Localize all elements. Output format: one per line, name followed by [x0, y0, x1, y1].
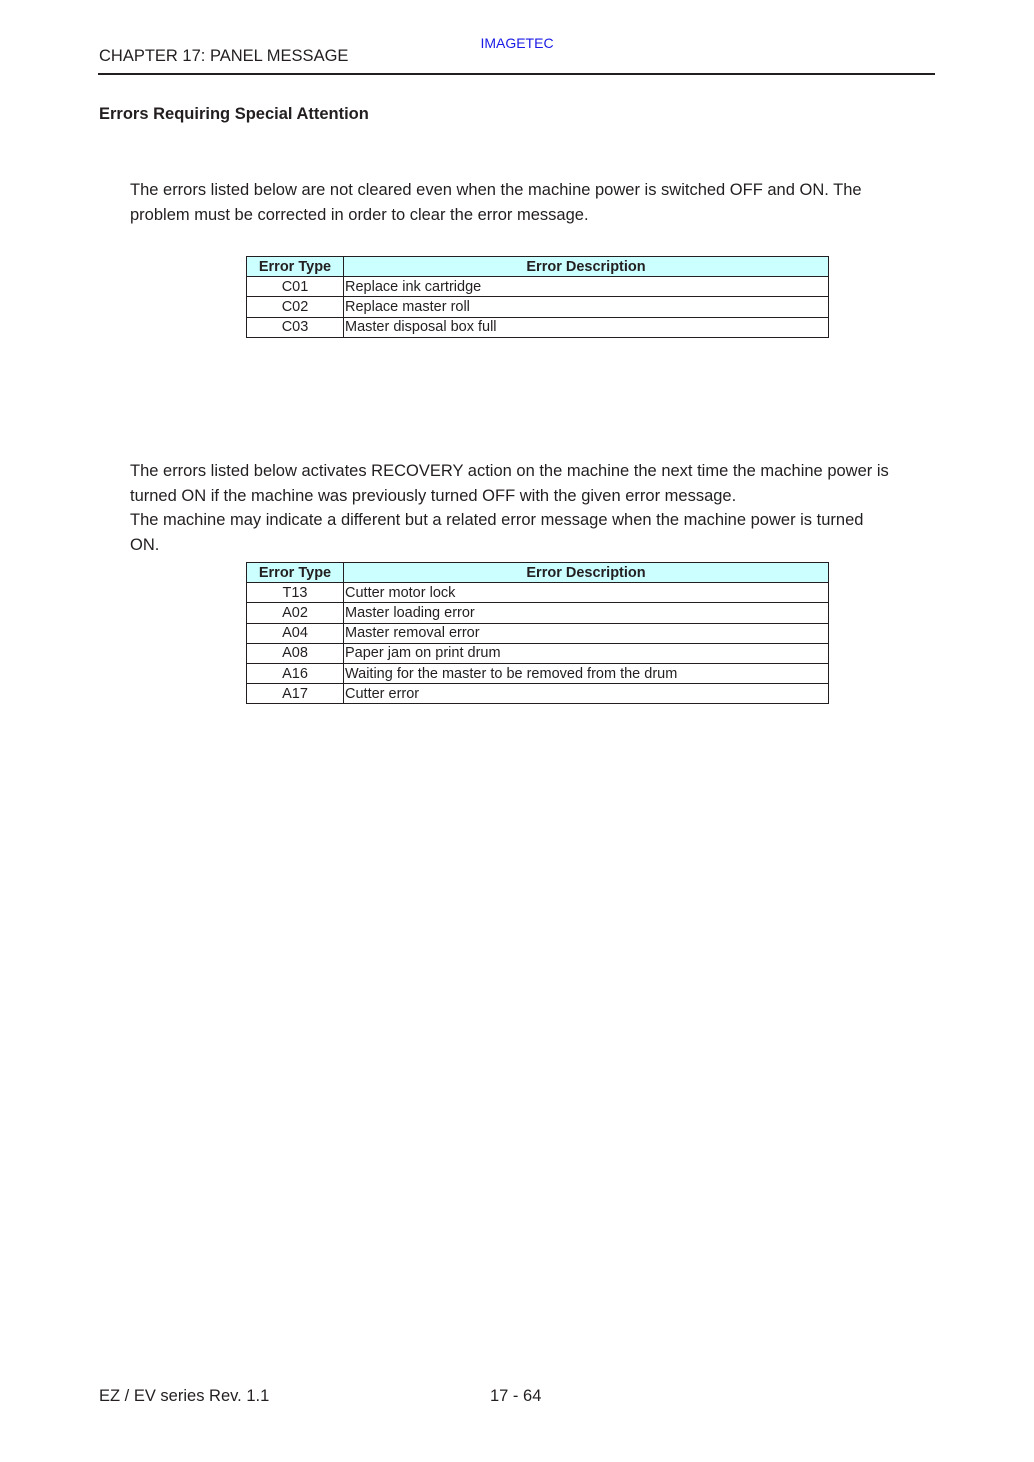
error-code-cell: A04 [247, 623, 344, 643]
error-description-cell: Cutter motor lock [344, 583, 829, 603]
error-code-cell: A16 [247, 663, 344, 683]
intro-paragraph-1 [130, 178, 935, 227]
table-header-row [247, 257, 829, 277]
section-title: Errors Requiring Special Attention [99, 105, 369, 123]
error-code-cell: C03 [247, 317, 344, 337]
table-row [247, 684, 829, 704]
table-row [247, 623, 829, 643]
paragraph-line: The errors listed below are not cleared even when the machine power is switched OFF and ON. The [130, 181, 862, 199]
table-row [247, 583, 829, 603]
footer-series-revision: EZ / EV series Rev. 1.1 [99, 1387, 270, 1405]
table-header-row [247, 563, 829, 583]
error-table-clear-required [246, 256, 829, 338]
error-code-cell: C01 [247, 277, 344, 297]
error-description-cell: Master loading error [344, 603, 829, 623]
paragraph-line: turned ON if the machine was previously turned OFF with the given error message. [130, 486, 737, 505]
paragraph-line: The machine may indicate a different but a related error message when the machine power is turned [130, 511, 864, 529]
column-header-error-description: Error Description [344, 257, 829, 277]
error-description-cell: Paper jam on print drum [344, 643, 829, 663]
error-description-cell: Master removal error [344, 623, 829, 643]
column-header-error-type: Error Type [247, 257, 344, 277]
error-table-recovery [246, 562, 829, 704]
table-row [247, 297, 829, 317]
column-header-error-type: Error Type [247, 563, 344, 583]
brand-name: IMAGETEC [480, 35, 554, 51]
table-row [247, 317, 829, 337]
error-description-cell: Master disposal box full [344, 317, 829, 337]
column-header-error-description: Error Description [344, 563, 829, 583]
footer-page-number: 17 - 64 [490, 1387, 542, 1405]
paragraph-line: The errors listed below activates RECOVERY action on the machine the next time the machine power is [130, 462, 889, 480]
error-code-cell: T13 [247, 583, 344, 603]
error-description-cell: Waiting for the master to be removed from the drum [344, 663, 829, 683]
table-row [247, 663, 829, 683]
error-code-cell: A08 [247, 643, 344, 663]
error-description-cell: Replace ink cartridge [344, 277, 829, 297]
paragraph-line: problem must be corrected in order to clear the error message. [130, 205, 589, 224]
table-row [247, 643, 829, 663]
intro-paragraph-2 [130, 459, 935, 557]
error-description-cell: Cutter error [344, 684, 829, 704]
header-divider [98, 73, 935, 75]
paragraph-line: ON. [130, 535, 160, 554]
chapter-title: CHAPTER 17: PANEL MESSAGE [99, 47, 349, 65]
error-code-cell: A17 [247, 684, 344, 704]
error-code-cell: A02 [247, 603, 344, 623]
table-row [247, 603, 829, 623]
error-description-cell: Replace master roll [344, 297, 829, 317]
table-row [247, 277, 829, 297]
error-code-cell: C02 [247, 297, 344, 317]
